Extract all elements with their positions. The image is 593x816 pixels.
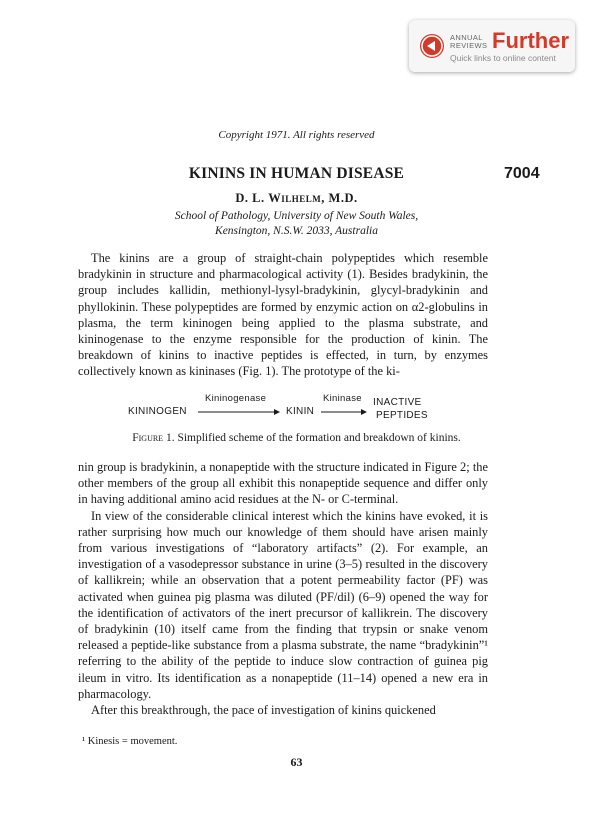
- right-arrow-icon: [198, 408, 280, 416]
- further-label: Further: [492, 28, 569, 53]
- reviews-label: REVIEWS: [450, 41, 488, 50]
- scheme-product: KININ: [286, 406, 315, 417]
- scheme-end-line-1: INACTIVE: [373, 397, 422, 408]
- main-paragraph-block: [78, 459, 488, 718]
- copyright-notice: Copyright 1971. All rights reserved: [218, 129, 375, 141]
- annual-label: ANNUAL: [450, 33, 483, 42]
- paragraph: nin group is bradykinin, a nonapeptide with the structure indicated in Figure 2; the other members of the group all exhibit this nonapeptide sequence and differ only in having additional amino acid residues at the N- or C-terminal.: [78, 460, 488, 507]
- paragraph: The kinins are a group of straight-chain polypeptides which resemble bradykinin in structure and pharmacological activity (1). Besides bradykinin, the group includes kallidin, methionyl-lysyl-bradykinin, glycyl-bradykinin and phyllokinin. These polypeptides are formed by enzymic action on α2-globulins in plasma, the term kininogen being applied to the plasma substrate, and kininogenase to the enzyme responsible for the production of kinin. The breakdown of kinins to inactive peptides is effected, in turn, by enzymes collectively known as kininases (Fig. 1). The prototype of the ki-: [78, 251, 488, 379]
- affiliation-line-2: Kensington, N.S.W. 2033, Australia: [215, 225, 378, 237]
- further-banner-link[interactable]: [409, 20, 575, 72]
- kinin-scheme-figure: [0, 393, 593, 429]
- annual-reviews-logo-text: [450, 34, 487, 50]
- left-arrow-icon: [420, 34, 444, 58]
- scheme-enzyme-2: Kininase: [323, 393, 362, 404]
- article-code: 7004: [504, 165, 540, 182]
- footnote: ¹ Kinesis = movement.: [82, 736, 178, 747]
- scheme-substrate: KININOGEN: [128, 406, 187, 417]
- scheme-end-line-2: PEPTIDES: [376, 410, 428, 421]
- paragraph: In view of the considerable clinical interest which the kinins have evoked, it is rather surprising how much our knowledge of them should have arisen mainly from various investigations of “laboratory artifacts” (2). For example, an investigation of a vasodepressor substance in urine (3–5) resulted in the discovery of kallikrein; while an observation that a potent permeability factor (PF) was activated when guinea pig plasma was diluted (PF/dil) (6–9) opened the way for the identification of activators of the inert precursor of kallikrein. The discovery of bradykinin (10) itself came from the finding that trypsin or snake venom released a peptide-like substance from a plasma substrate, the name “bradykinin”¹ referring to the ability of the peptide to induce slow contraction of guinea pig ileum in vitro. Its identification as a nonapeptide (11–14) opened a new era in pharmacology.: [78, 508, 488, 701]
- article-title: KININS IN HUMAN DISEASE: [188, 165, 405, 182]
- quick-links-label: Quick links to online content: [450, 53, 556, 63]
- paragraph: After this breakthrough, the pace of investigation of kinins quickened: [91, 703, 436, 718]
- figure-caption: Figure 1. Simplified scheme of the formation and breakdown of kinins.: [132, 432, 461, 444]
- right-arrow-icon: [321, 408, 367, 416]
- affiliation-line-1: School of Pathology, University of New South Wales,: [174, 210, 419, 222]
- author-name: D. L. Wilhelm, M.D.: [235, 191, 358, 205]
- intro-paragraph-block: [78, 250, 488, 380]
- scheme-enzyme-1: Kininogenase: [205, 393, 267, 404]
- page-number: 63: [290, 755, 303, 769]
